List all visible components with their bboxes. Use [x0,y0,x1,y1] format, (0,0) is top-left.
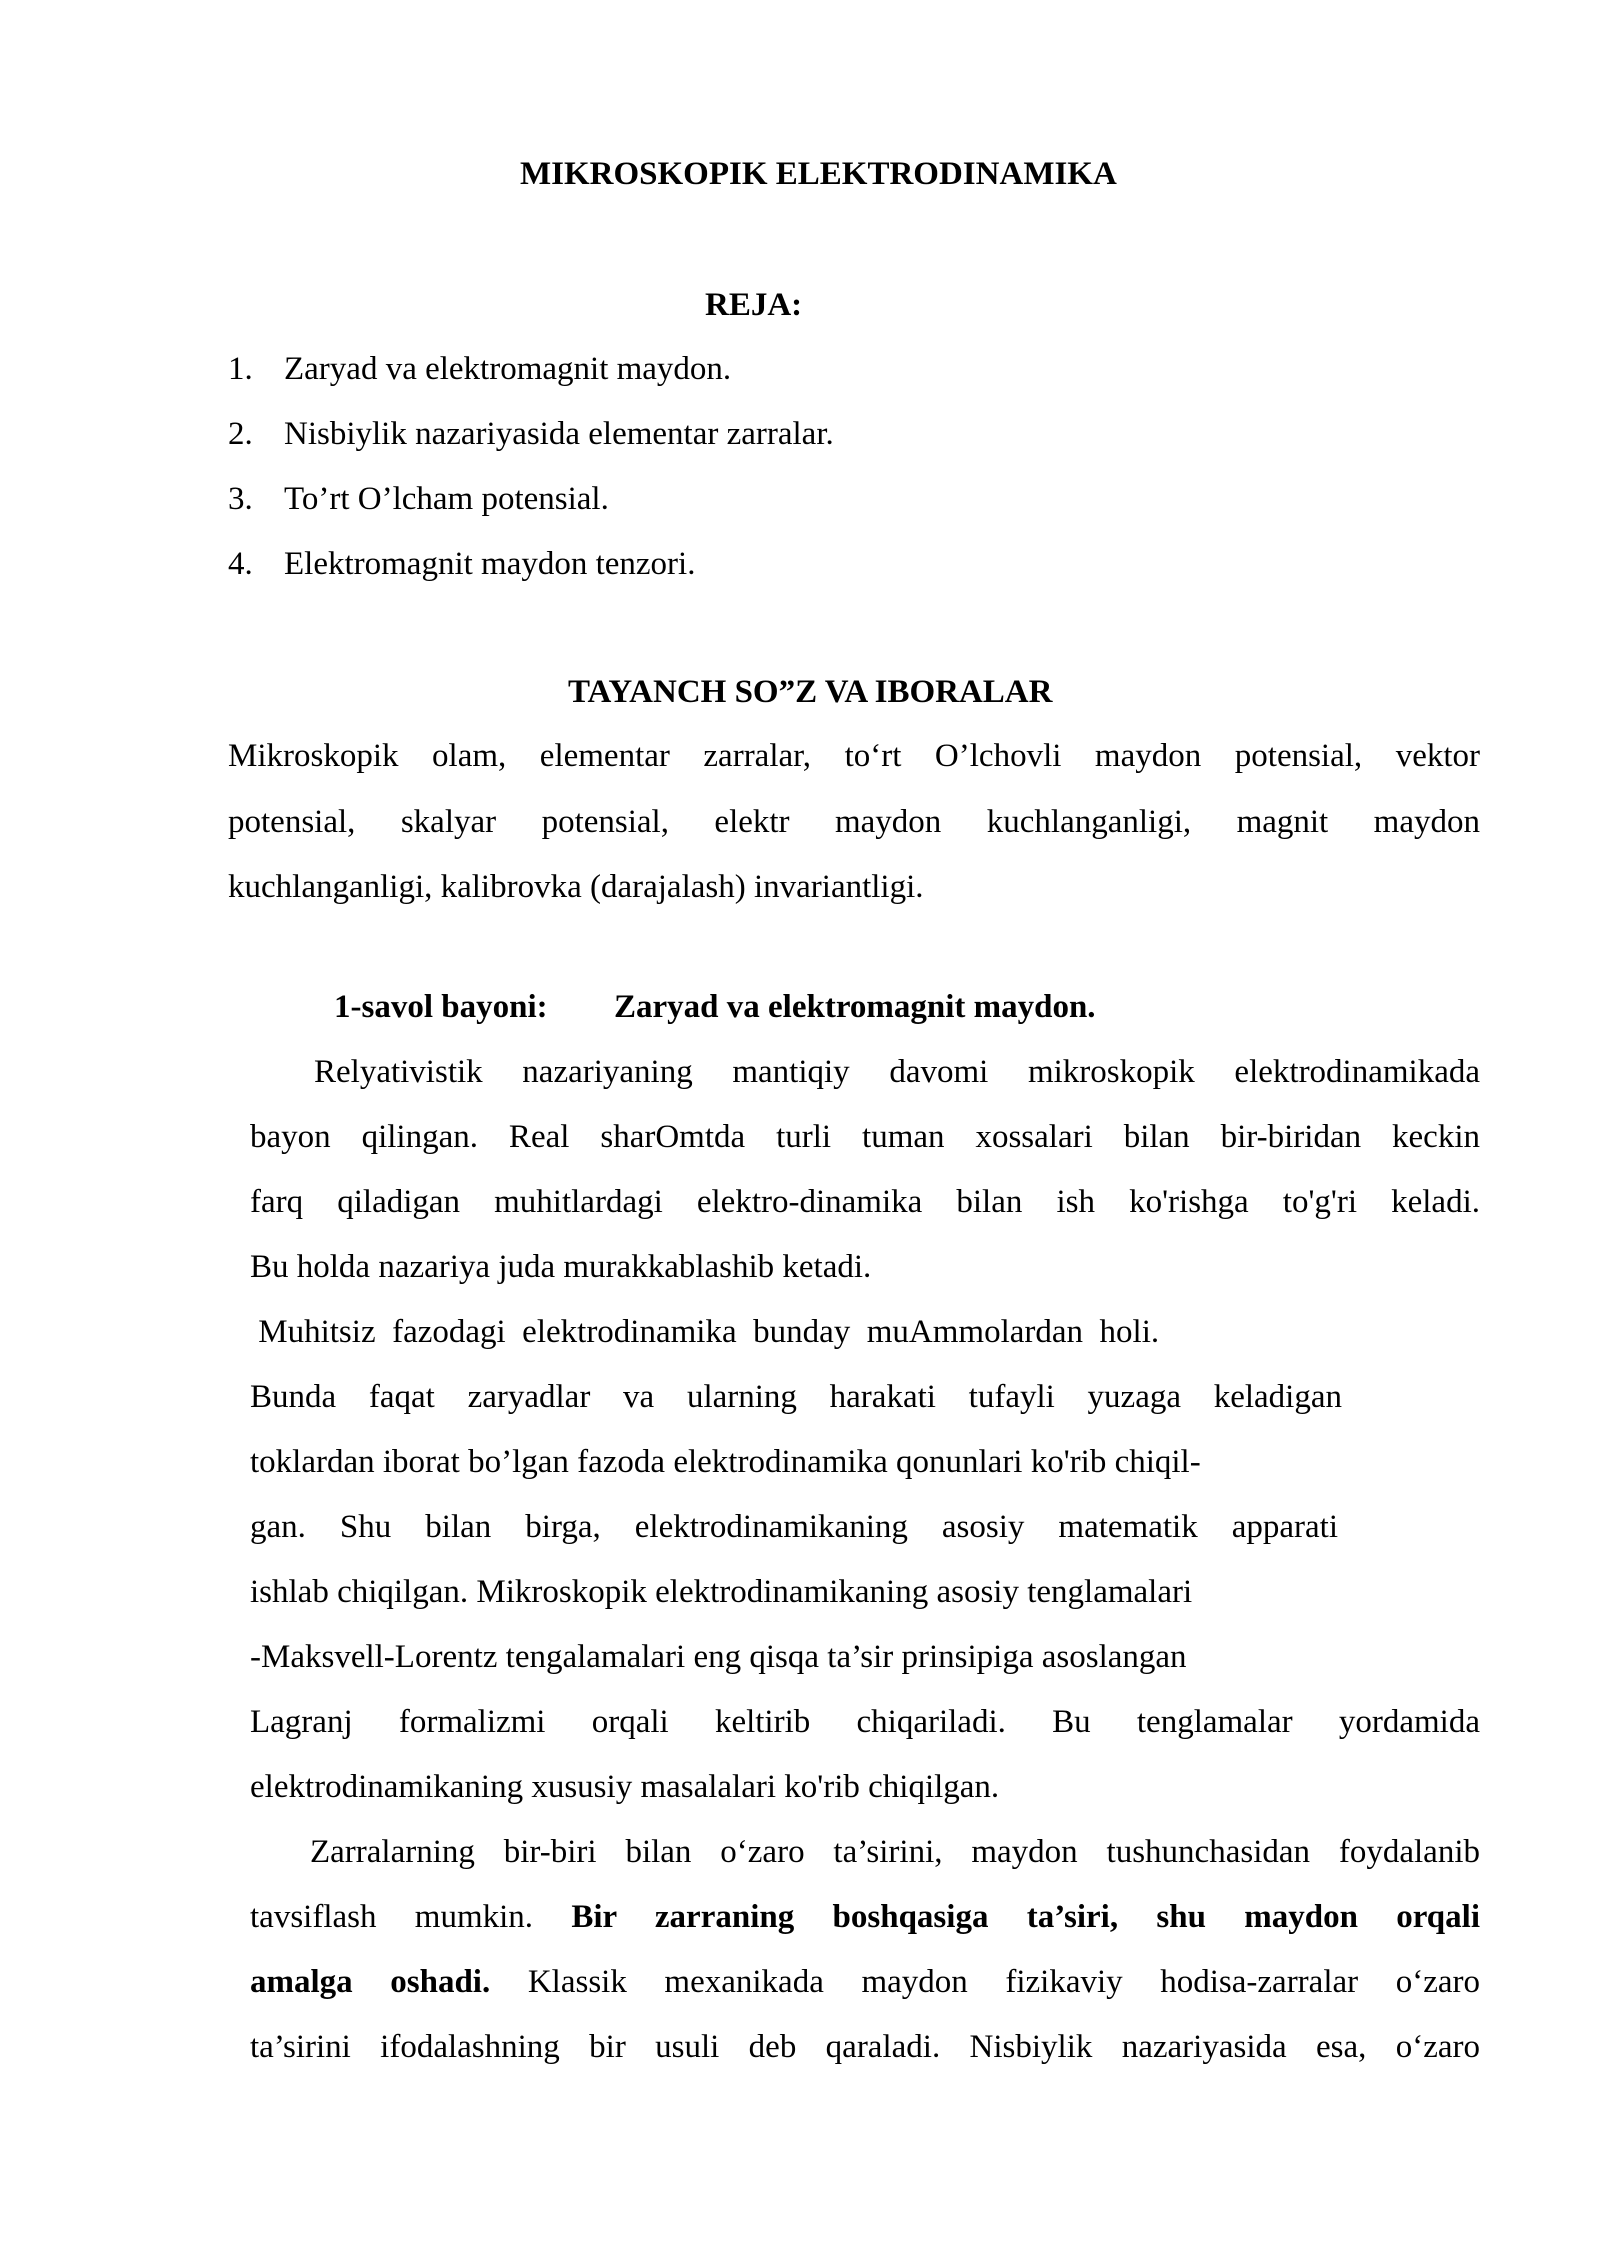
plain-text: Klassik mexanikada maydon fizikaviy hodisa-zarralar o‘zaro [490,1964,1480,2000]
plan-heading: REJA: [705,287,803,323]
body-line: ishlab chiqilgan. Mikroskopik elektrodinamikaning asosiy tenglamalari [250,1574,1193,1610]
plan-item-text: Zaryad va elektromagnit maydon. [284,351,732,387]
plan-item-number: 3. [228,481,253,517]
body-line: toklardan iborat bo’lgan fazoda elektrodinamika qonunlari ko'rib chiqil- [250,1444,1201,1480]
section1-title: Zaryad va elektromagnit maydon. [614,989,1096,1025]
plan-item-number: 4. [228,546,253,582]
keywords-line: potensial, skalyar potensial, elektr maydon kuchlanganligi, magnit maydon [228,804,1480,840]
plain-text: tavsiflash mumkin. [250,1899,572,1935]
body-line: Bu holda nazariya juda murakkablashib ketadi. [250,1249,872,1285]
body-line: gan. Shu bilan birga, elektrodinamikaning asosiy matematik apparati [250,1509,1338,1545]
emphasis-text: amalga oshadi. [250,1964,491,2000]
body-line: Muhitsiz fazodagi elektrodinamika bunday muAmmolardan holi. [250,1314,1160,1350]
section1-label: 1-savol bayoni: [334,989,548,1025]
body-line [250,1901,1480,1934]
keywords-line: Mikroskopik olam, elementar zarralar, to‘rt O’lchovli maydon potensial, vektor [228,738,1480,774]
body-line: farq qiladigan muhitlardagi elektro-dinamika bilan ish ko'rishga to'g'ri keladi. [250,1184,1480,1220]
plan-item-text: Elektromagnit maydon tenzori. [284,546,696,582]
plan-item-text: Nisbiylik nazariyasida elementar zarralar. [284,416,834,452]
body-line: -Maksvell-Lorentz tengalamalari eng qisqa ta’sir prinsipiga asoslangan [250,1639,1187,1675]
plan-item-text: To’rt O’lcham potensial. [284,481,609,517]
body-line: Bunda faqat zaryadlar va ularning harakati tufayli yuzaga keladigan [250,1379,1342,1415]
keywords-line: kuchlanganligi, kalibrovka (darajalash) invariantligi. [228,869,924,905]
keywords-heading: TAYANCH SO”Z VA IBORALAR [568,674,1053,710]
body-line: Zarralarning bir-biri bilan o‘zaro ta’sirini, maydon tushunchasidan foydalanib [310,1834,1480,1870]
document-title: MIKROSKOPIK ELEKTRODINAMIKA [520,156,1117,192]
body-line: elektrodinamikaning xususiy masalalari ko'rib chiqilgan. [250,1769,1000,1805]
body-line: Lagranj formalizmi orqali keltirib chiqariladi. Bu tenglamalar yordamida [250,1704,1480,1740]
emphasis-text: Bir zarraning boshqasiga ta’siri, shu maydon orqali [571,1899,1480,1935]
plan-item-number: 1. [228,351,253,387]
plan-item-number: 2. [228,416,253,452]
body-line: bayon qilingan. Real sharOmtda turli tuman xossalari bilan bir-biridan keckin [250,1119,1480,1155]
body-line [250,1966,1480,1999]
body-line: ta’sirini ifodalashning bir usuli deb qaraladi. Nisbiylik nazariyasida esa, o‘zaro [250,2029,1480,2065]
body-line: Relyativistik nazariyaning mantiqiy davomi mikroskopik elektrodinamikada [314,1054,1480,1090]
